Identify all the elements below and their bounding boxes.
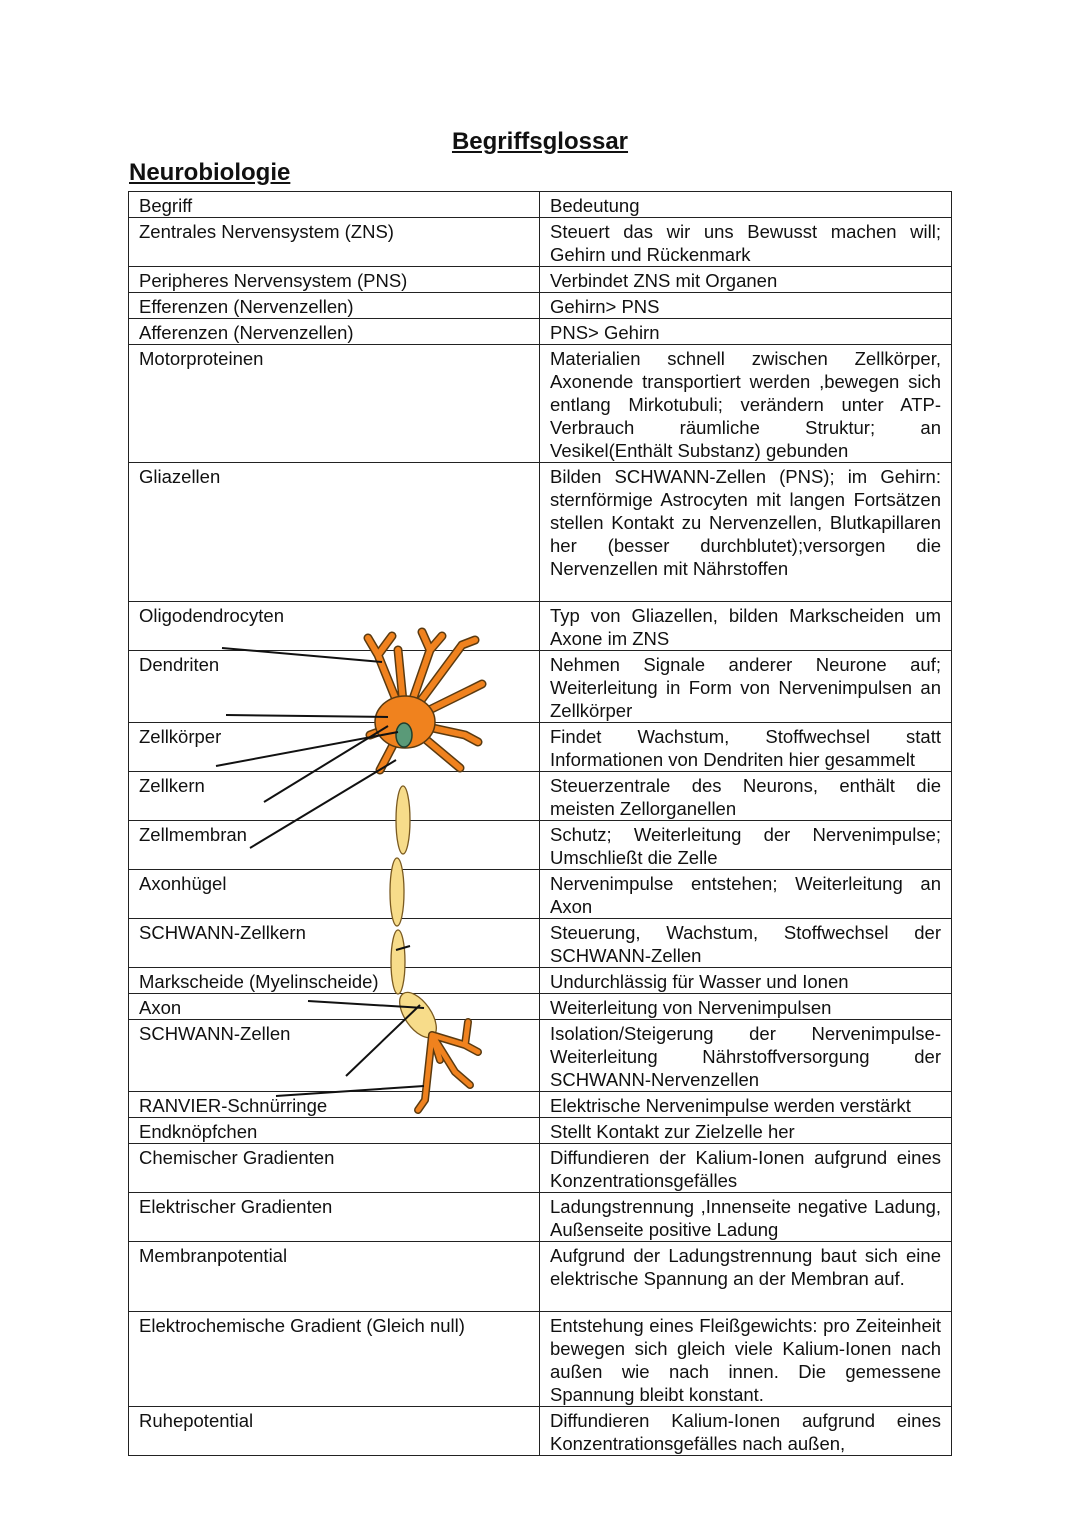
term-cell: Zellkern <box>129 772 540 821</box>
meaning-cell: Schutz; Weiterleitung der Nervenimpulse; Umschließt die Zelle <box>540 821 952 870</box>
term-cell: Zentrales Nervensystem (ZNS) <box>129 218 540 267</box>
term-cell: Elektrochemische Gradient (Gleich null) <box>129 1312 540 1407</box>
term-cell: Afferenzen (Nervenzellen) <box>129 319 540 345</box>
term-cell: Axon <box>129 994 540 1020</box>
meaning-cell: Aufgrund der Ladungstrennung baut sich eine elektrische Spannung an der Membran auf. <box>540 1242 952 1312</box>
term-cell: Markscheide (Myelinscheide) <box>129 968 540 994</box>
table-row <box>129 1407 952 1456</box>
term-cell: Efferenzen (Nervenzellen) <box>129 293 540 319</box>
table-row <box>129 345 952 463</box>
table-row <box>129 463 952 602</box>
table-row <box>129 772 952 821</box>
table-row <box>129 218 952 267</box>
term-cell: SCHWANN-Zellen <box>129 1020 540 1092</box>
term-cell: RANVIER-Schnürringe <box>129 1092 540 1118</box>
meaning-cell: Bilden SCHWANN-Zellen (PNS); im Gehirn: sternförmige Astrocyten mit langen Fortsätzen stellen Kontakt zu Nervenzellen, Blutkapillaren her (besser durchblutet);versorgen die Nervenzellen mit Nährstoffen <box>540 463 952 602</box>
meaning-cell: Findet Wachstum, Stoffwechsel statt Informationen von Dendriten hier gesammelt <box>540 723 952 772</box>
meaning-cell: Materialien schnell zwischen Zellkörper, Axonende transportiert werden ,bewegen sich entlang Mirkotubuli; verändern unter ATP-Verbrauch räumliche Struktur; an Vesikel(Enthält Substanz) gebunden <box>540 345 952 463</box>
section-title: Neurobiologie <box>129 159 291 186</box>
meaning-cell: Nehmen Signale anderer Neurone auf; Weiterleitung in Form von Nervenimpulsen an Zellkörper <box>540 651 952 723</box>
table-row <box>129 968 952 994</box>
term-cell: Oligodendrocyten <box>129 602 540 651</box>
table-header-row <box>129 192 952 218</box>
meaning-cell: Typ von Gliazellen, bilden Markscheiden um Axone im ZNS <box>540 602 952 651</box>
table-row <box>129 267 952 293</box>
table-row <box>129 1092 952 1118</box>
meaning-cell: Gehirn> PNS <box>540 293 952 319</box>
term-cell: Zellkörper <box>129 723 540 772</box>
term-cell: Zellmembran <box>129 821 540 870</box>
term-cell: Axonhügel <box>129 870 540 919</box>
term-cell: Chemischer Gradienten <box>129 1144 540 1193</box>
table-row <box>129 1193 952 1242</box>
term-cell: Endknöpfchen <box>129 1118 540 1144</box>
meaning-cell: Nervenimpulse entstehen; Weiterleitung an Axon <box>540 870 952 919</box>
table-row <box>129 821 952 870</box>
meaning-cell: Stellt Kontakt zur Zielzelle her <box>540 1118 952 1144</box>
meaning-cell: Steuert das wir uns Bewusst machen will; Gehirn und Rückenmark <box>540 218 952 267</box>
term-cell: Membranpotential <box>129 1242 540 1312</box>
table-row <box>129 651 952 723</box>
table-row <box>129 994 952 1020</box>
term-cell: Dendriten <box>129 651 540 723</box>
table-row <box>129 319 952 345</box>
document-title: Begriffsglossar <box>451 128 629 155</box>
table-row <box>129 1312 952 1407</box>
term-cell: Ruhepotential <box>129 1407 540 1456</box>
term-cell: Elektrischer Gradienten <box>129 1193 540 1242</box>
meaning-cell: Ladungstrennung ,Innenseite negative Ladung, Außenseite positive Ladung <box>540 1193 952 1242</box>
table-row <box>129 870 952 919</box>
meaning-cell: Entstehung eines Fleißgewichts: pro Zeiteinheit bewegen sich gleich viele Kalium-Ionen nach außen wie nach innen. Die gemessene Spannung bleibt konstant. <box>540 1312 952 1407</box>
header-meaning: Bedeutung <box>540 192 952 218</box>
meaning-cell: Steuerung, Wachstum, Stoffwechsel der SCHWANN-Zellen <box>540 919 952 968</box>
table-row <box>129 1242 952 1312</box>
term-cell: Gliazellen <box>129 463 540 602</box>
meaning-cell: Isolation/Steigerung der Nervenimpulse- Weiterleitung Nährstoffversorgung der SCHWANN-Nervenzellen <box>540 1020 952 1092</box>
meaning-cell: Diffundieren Kalium-Ionen aufgrund eines Konzentrationsgefälles nach außen, <box>540 1407 952 1456</box>
meaning-cell: Verbindet ZNS mit Organen <box>540 267 952 293</box>
term-cell: Peripheres Nervensystem (PNS) <box>129 267 540 293</box>
term-cell: SCHWANN-Zellkern <box>129 919 540 968</box>
table-row <box>129 1020 952 1092</box>
meaning-cell: Weiterleitung von Nervenimpulsen <box>540 994 952 1020</box>
table-row <box>129 602 952 651</box>
meaning-cell: Undurchlässig für Wasser und Ionen <box>540 968 952 994</box>
table-row <box>129 293 952 319</box>
header-term: Begriff <box>129 192 540 218</box>
table-row <box>129 723 952 772</box>
glossary-table <box>128 191 952 1456</box>
table-row <box>129 1118 952 1144</box>
table-row <box>129 919 952 968</box>
meaning-cell: Steuerzentrale des Neurons, enthält die meisten Zellorganellen <box>540 772 952 821</box>
meaning-cell: Diffundieren der Kalium-Ionen aufgrund eines Konzentrationsgefälles <box>540 1144 952 1193</box>
meaning-cell: PNS> Gehirn <box>540 319 952 345</box>
term-cell: Motorproteinen <box>129 345 540 463</box>
meaning-cell: Elektrische Nervenimpulse werden verstärkt <box>540 1092 952 1118</box>
table-row <box>129 1144 952 1193</box>
